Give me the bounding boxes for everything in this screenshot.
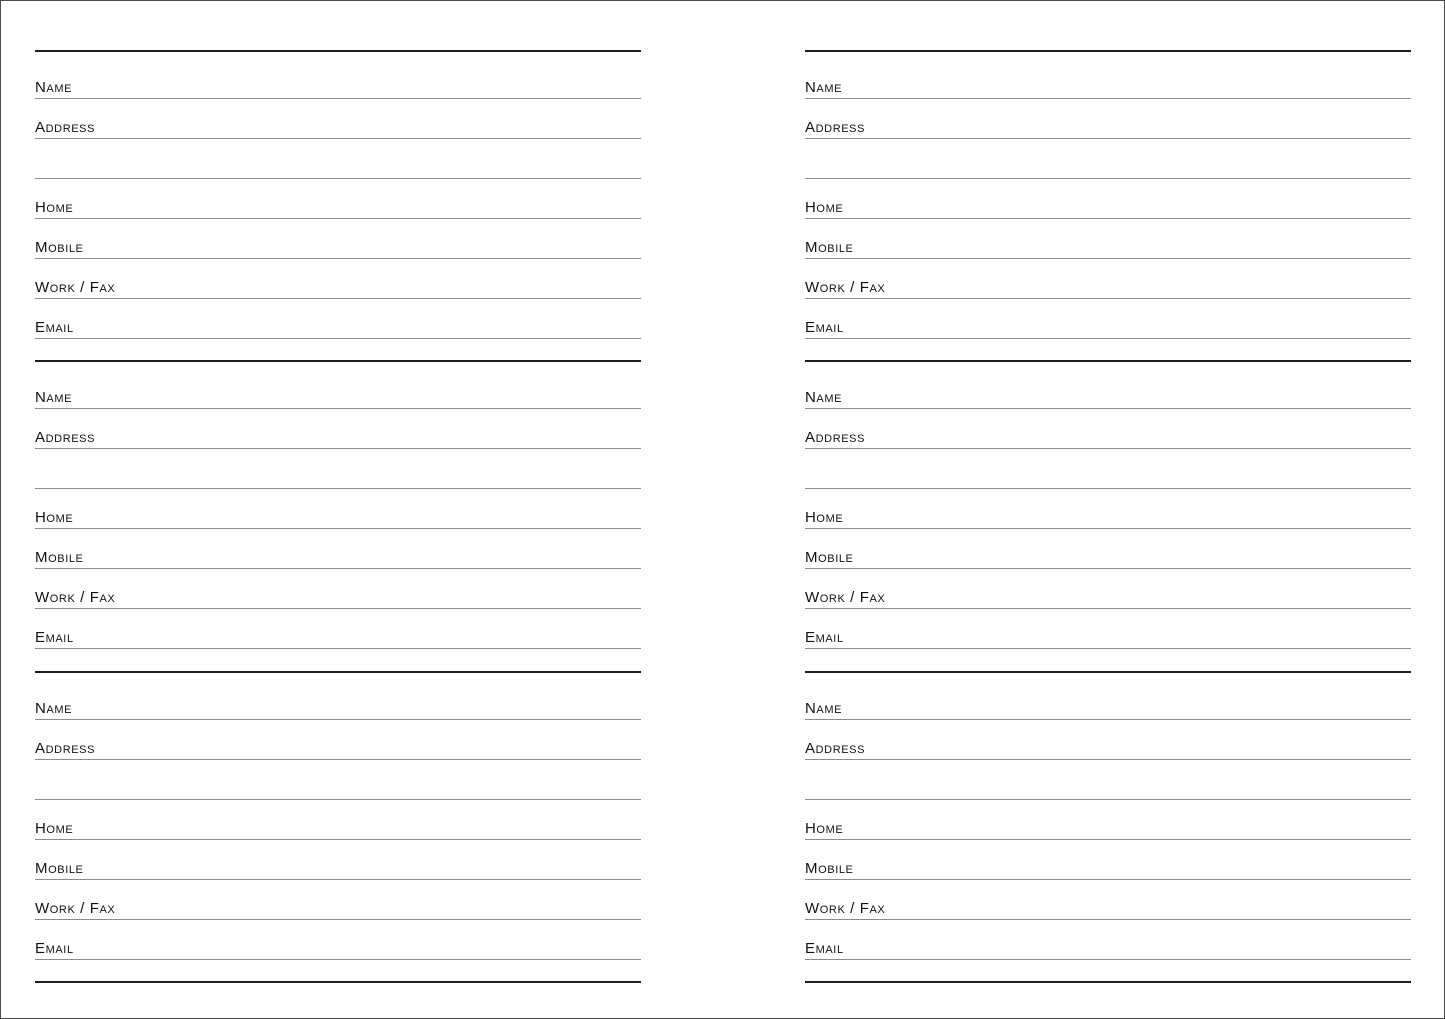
home-phone-label: Home <box>35 820 74 837</box>
name-label: Name <box>805 700 843 717</box>
mobile-phone-field[interactable] <box>35 258 641 259</box>
mobile-phone-field[interactable] <box>805 568 1411 569</box>
email-field[interactable] <box>805 338 1411 339</box>
email-field[interactable] <box>35 648 641 649</box>
email-label: Email <box>35 940 74 957</box>
entry-separator-rule <box>805 50 1411 52</box>
home-phone-label: Home <box>805 509 844 526</box>
address-line-2-field[interactable] <box>35 799 641 800</box>
address-field[interactable] <box>805 138 1411 139</box>
home-phone-label: Home <box>35 199 74 216</box>
work-fax-field[interactable] <box>805 919 1411 920</box>
work-fax-label: Work / Fax <box>35 279 116 296</box>
mobile-phone-label: Mobile <box>805 239 854 256</box>
mobile-phone-field[interactable] <box>35 879 641 880</box>
work-fax-field[interactable] <box>35 608 641 609</box>
entry-separator-rule <box>35 360 641 362</box>
email-label: Email <box>805 319 844 336</box>
email-field[interactable] <box>35 959 641 960</box>
address-label: Address <box>35 740 96 757</box>
address-label: Address <box>805 119 866 136</box>
name-field[interactable] <box>805 408 1411 409</box>
mobile-phone-label: Mobile <box>805 860 854 877</box>
name-field[interactable] <box>35 408 641 409</box>
email-field[interactable] <box>805 648 1411 649</box>
name-field[interactable] <box>35 719 641 720</box>
email-field[interactable] <box>35 338 641 339</box>
address-field[interactable] <box>805 448 1411 449</box>
home-phone-field[interactable] <box>805 839 1411 840</box>
page-bottom-rule <box>805 981 1411 983</box>
address-label: Address <box>805 740 866 757</box>
address-line-2-field[interactable] <box>805 178 1411 179</box>
work-fax-field[interactable] <box>805 298 1411 299</box>
email-label: Email <box>805 629 844 646</box>
home-phone-label: Home <box>805 199 844 216</box>
email-label: Email <box>35 629 74 646</box>
work-fax-label: Work / Fax <box>35 900 116 917</box>
work-fax-label: Work / Fax <box>35 589 116 606</box>
home-phone-label: Home <box>35 509 74 526</box>
address-line-2-field[interactable] <box>805 799 1411 800</box>
work-fax-field[interactable] <box>805 608 1411 609</box>
mobile-phone-label: Mobile <box>805 549 854 566</box>
address-label: Address <box>35 119 96 136</box>
name-label: Name <box>805 389 843 406</box>
name-label: Name <box>35 79 73 96</box>
entry-separator-rule <box>805 360 1411 362</box>
name-field[interactable] <box>35 98 641 99</box>
page-bottom-rule <box>35 981 641 983</box>
address-field[interactable] <box>805 759 1411 760</box>
address-label: Address <box>805 429 866 446</box>
mobile-phone-field[interactable] <box>805 879 1411 880</box>
home-phone-field[interactable] <box>805 218 1411 219</box>
name-label: Name <box>35 700 73 717</box>
address-line-2-field[interactable] <box>805 488 1411 489</box>
mobile-phone-label: Mobile <box>35 239 84 256</box>
mobile-phone-field[interactable] <box>805 258 1411 259</box>
entry-separator-rule <box>35 50 641 52</box>
right-page <box>805 0 1411 1019</box>
email-field[interactable] <box>805 959 1411 960</box>
work-fax-field[interactable] <box>35 919 641 920</box>
mobile-phone-label: Mobile <box>35 549 84 566</box>
work-fax-label: Work / Fax <box>805 279 886 296</box>
name-label: Name <box>35 389 73 406</box>
email-label: Email <box>35 319 74 336</box>
left-page <box>35 0 641 1019</box>
name-field[interactable] <box>805 719 1411 720</box>
address-label: Address <box>35 429 96 446</box>
address-field[interactable] <box>35 138 641 139</box>
work-fax-label: Work / Fax <box>805 900 886 917</box>
home-phone-field[interactable] <box>35 528 641 529</box>
entry-separator-rule <box>35 671 641 673</box>
name-label: Name <box>805 79 843 96</box>
work-fax-field[interactable] <box>35 298 641 299</box>
address-field[interactable] <box>35 448 641 449</box>
home-phone-label: Home <box>805 820 844 837</box>
address-line-2-field[interactable] <box>35 488 641 489</box>
home-phone-field[interactable] <box>805 528 1411 529</box>
name-field[interactable] <box>805 98 1411 99</box>
entry-separator-rule <box>805 671 1411 673</box>
address-line-2-field[interactable] <box>35 178 641 179</box>
address-field[interactable] <box>35 759 641 760</box>
work-fax-label: Work / Fax <box>805 589 886 606</box>
email-label: Email <box>805 940 844 957</box>
home-phone-field[interactable] <box>35 839 641 840</box>
mobile-phone-field[interactable] <box>35 568 641 569</box>
home-phone-field[interactable] <box>35 218 641 219</box>
mobile-phone-label: Mobile <box>35 860 84 877</box>
